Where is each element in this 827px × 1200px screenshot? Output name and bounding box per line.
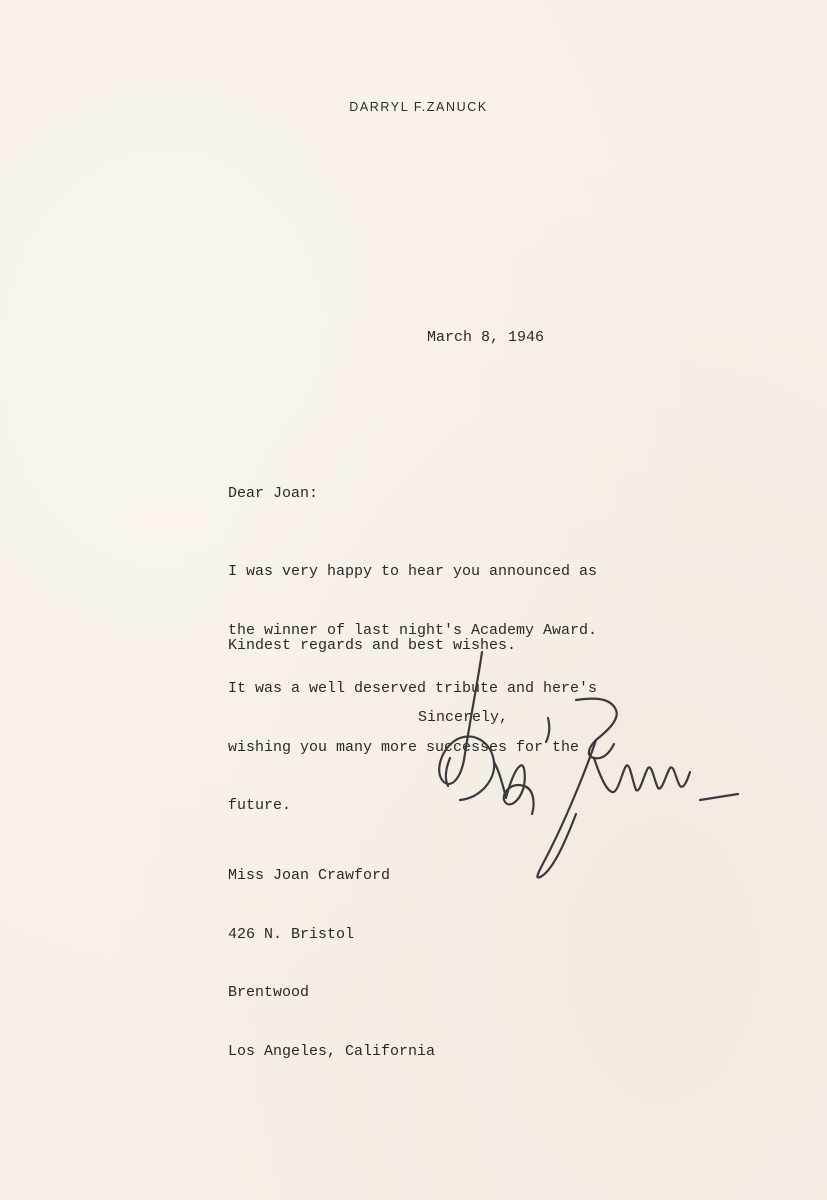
body-line: I was very happy to hear you announced as bbox=[228, 563, 598, 580]
closing-line: Kindest regards and best wishes. bbox=[228, 637, 517, 654]
address-line: Los Angeles, California bbox=[228, 1042, 436, 1060]
body-line: future. bbox=[228, 797, 292, 814]
letter-date: March 8, 1946 bbox=[427, 329, 545, 346]
letterhead-name: DARRYL F.ZANUCK bbox=[349, 100, 488, 114]
recipient-address bbox=[228, 827, 435, 1100]
address-line: 426 N. Bristol bbox=[228, 925, 355, 943]
sign-off: Sincerely, bbox=[418, 709, 509, 726]
body-line: the winner of last night's Academy Award. bbox=[228, 621, 598, 639]
body-line: It was a well deserved tribute and here's bbox=[228, 680, 598, 697]
handwritten-signature bbox=[420, 640, 750, 890]
salutation: Dear Joan: bbox=[228, 485, 319, 502]
address-line: Miss Joan Crawford bbox=[228, 867, 391, 884]
address-line: Brentwood bbox=[228, 984, 310, 1001]
body-line: wishing you many more successes for the bbox=[228, 738, 580, 756]
